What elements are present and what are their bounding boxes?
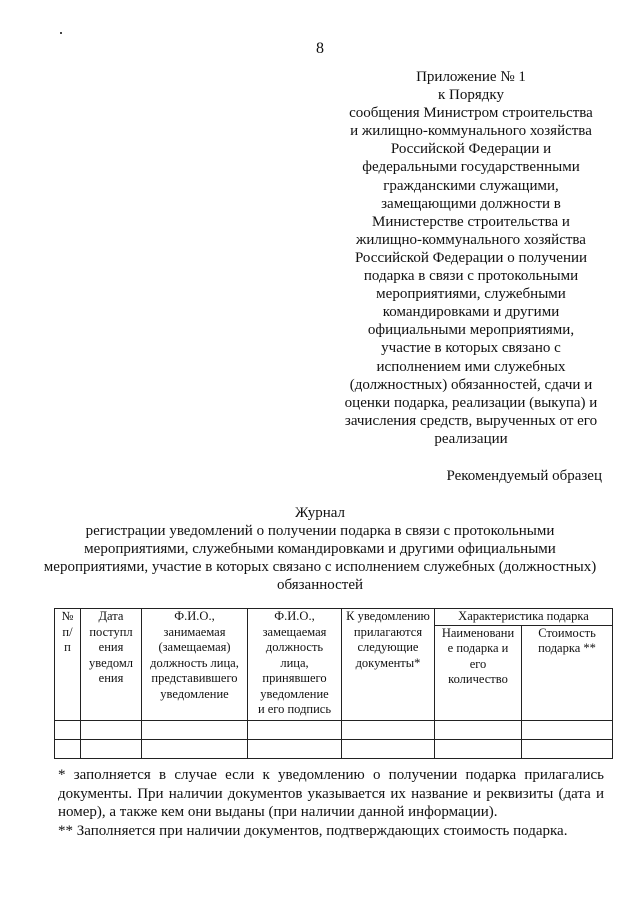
column-header-date: [81, 609, 142, 721]
table-cell[interactable]: [435, 720, 522, 739]
column-header-submitter: [142, 609, 248, 721]
appendix-line: зачисления средств, вырученных от его: [344, 412, 598, 429]
appendix-header: [340, 68, 602, 448]
journal-title: [0, 504, 640, 594]
header-line: (замещаемая): [158, 640, 231, 654]
table-cell[interactable]: [522, 739, 613, 758]
header-line: его: [469, 656, 487, 671]
column-header-number: [55, 609, 81, 721]
header-line: замещаемая: [262, 624, 327, 639]
header-line: документы*: [355, 655, 421, 670]
appendix-line: замещающими должности в: [381, 195, 561, 212]
header-line: подарка **: [538, 641, 596, 655]
header-line: Дата: [98, 609, 124, 623]
appendix-line: к Порядку: [438, 87, 504, 104]
column-header-gift-value: [522, 625, 613, 720]
header-line: уведомление: [160, 686, 229, 701]
column-header-documents: [342, 609, 435, 721]
appendix-line: Российской Федерации и: [390, 141, 552, 158]
appendix-line: (должностных) обязанностей, сдачи и: [349, 376, 593, 393]
header-line: принявшего: [262, 671, 327, 685]
appendix-line: жилищно-коммунального хозяйства: [356, 231, 586, 248]
footnote-documents: * заполняется в случае если к уведомлению о получении подарка прилагались документы. При наличии документов указывается их название и реквизиты (дата и номер), а также кем они выданы (при наличии данной информации).: [58, 767, 604, 820]
header-line: Стоимость: [538, 625, 596, 640]
appendix-line: участие в которых связано с: [381, 340, 561, 357]
header-line: п/: [62, 624, 73, 639]
appendix-line: и жилищно-коммунального хозяйства: [350, 123, 592, 140]
column-header-gift-name: [435, 625, 522, 720]
table-cell[interactable]: [342, 739, 435, 758]
header-line: представившего: [151, 671, 238, 685]
header-line: следующие: [357, 640, 419, 654]
header-line: К уведомлению: [346, 609, 430, 623]
journal-title-line: Журнал: [294, 505, 345, 521]
footnote-value: ** Заполняется при наличии документов, подтверждающих стоимость подарка.: [58, 822, 568, 839]
header-line: должность: [265, 640, 324, 654]
table-row: [55, 739, 613, 758]
footnotes: [58, 766, 604, 840]
journal-title-line: мероприятиями, участие в которых связано с исполнением служебных (должностных): [43, 559, 597, 575]
column-group-gift-characteristics: Характеристика подарка: [435, 609, 613, 626]
header-line: Ф.И.О.,: [274, 609, 315, 623]
table-cell[interactable]: [522, 720, 613, 739]
appendix-line: федеральными государственными: [362, 159, 580, 176]
journal-table: [54, 608, 613, 759]
header-line: Ф.И.О.,: [174, 609, 215, 623]
table-cell[interactable]: [81, 720, 142, 739]
appendix-line: мероприятиями, служебными: [376, 286, 566, 303]
header-line: ения: [98, 640, 124, 654]
header-line: лица,: [280, 655, 309, 670]
table-row: [55, 720, 613, 739]
header-line: количество: [448, 672, 508, 686]
table-cell[interactable]: [342, 720, 435, 739]
appendix-line: гражданскими служащими,: [383, 177, 559, 194]
header-line: и его подпись: [257, 702, 332, 716]
journal-title-line: регистрации уведомлений о получении подарка в связи с протокольными: [85, 523, 555, 539]
appendix-line: реализации: [434, 430, 508, 447]
journal-title-line: обязанностей: [276, 577, 364, 593]
appendix-line: командировками и другими: [382, 304, 560, 321]
appendix-line: исполнением ими служебных: [376, 358, 566, 375]
table-cell[interactable]: [142, 720, 248, 739]
appendix-line: оценки подарка, реализации (выкупа) и: [344, 394, 598, 411]
table-cell[interactable]: [55, 739, 81, 758]
table-cell[interactable]: [55, 720, 81, 739]
header-line: уведомление: [260, 686, 329, 701]
table-cell[interactable]: [81, 739, 142, 758]
recommended-sample-label: Рекомендуемый образец: [446, 468, 602, 484]
header-line: поступл: [89, 624, 133, 639]
header-line: прилагаются: [353, 624, 423, 639]
header-line: е подарка и: [447, 641, 509, 655]
header-line: п: [64, 640, 71, 654]
table-cell[interactable]: [435, 739, 522, 758]
table-cell[interactable]: [142, 739, 248, 758]
appendix-line: официальными мероприятиями,: [367, 322, 575, 339]
table-cell[interactable]: [248, 720, 342, 739]
header-line: №: [61, 609, 74, 623]
appendix-line: Министерстве строительства и: [372, 213, 570, 230]
table-cell[interactable]: [248, 739, 342, 758]
scan-speck: [60, 32, 62, 34]
journal-title-line: мероприятиями, служебными командировками и другими официальными: [84, 541, 556, 557]
header-line: занимаемая: [163, 624, 226, 639]
appendix-line: Приложение № 1: [416, 69, 526, 85]
page-number: 8: [316, 40, 324, 57]
column-header-receiver: [248, 609, 342, 721]
appendix-line: сообщения Министром строительства: [349, 105, 593, 122]
header-line: уведомл: [89, 655, 133, 670]
header-line: Наименовани: [441, 625, 515, 640]
header-line: должность лица,: [150, 655, 239, 670]
header-line: ения: [98, 671, 124, 685]
appendix-line: подарка в связи с протокольными: [363, 268, 579, 285]
appendix-line: Российской Федерации о получении: [354, 249, 588, 266]
